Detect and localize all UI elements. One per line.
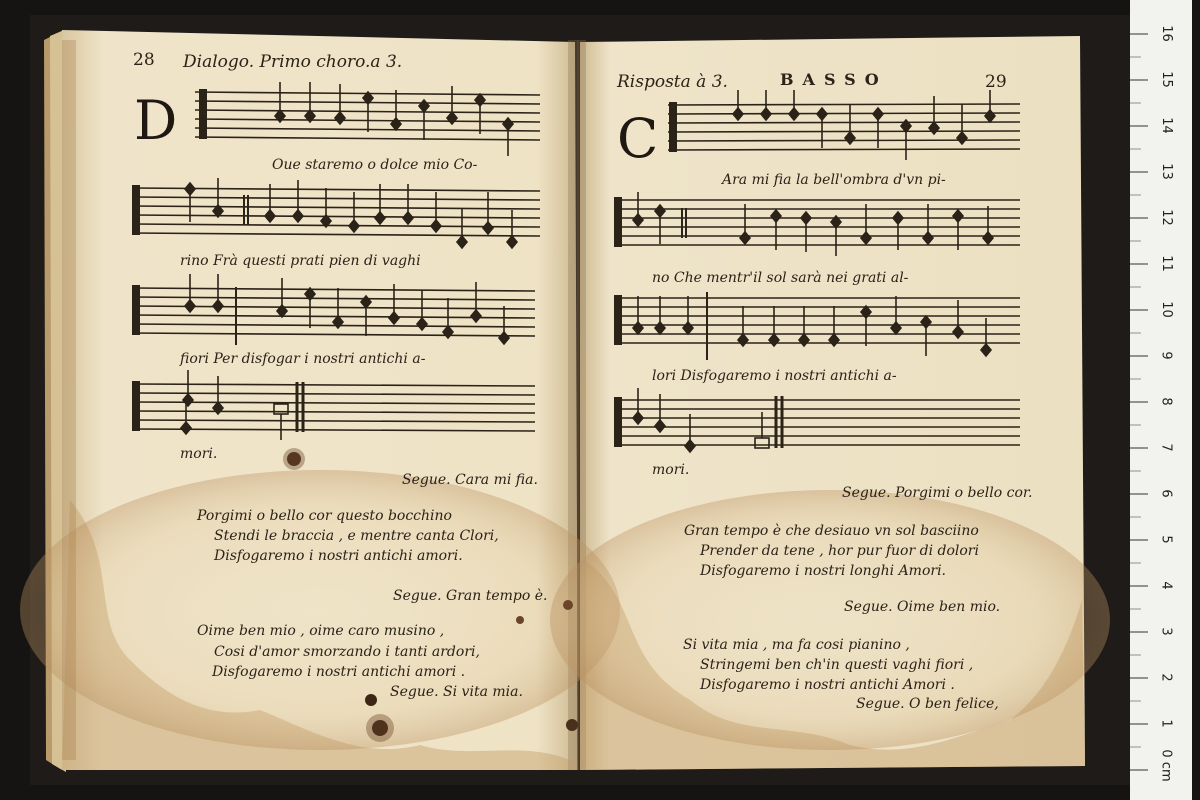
right-segue-1: Segue. Porgimi o bello cor. — [842, 485, 1033, 501]
right-segue-2: Segue. Oime ben mio. — [844, 599, 1001, 615]
left-lyric-2: rino Frà questi prati pien di vaghi — [180, 253, 421, 269]
left-dropcap: D — [134, 89, 178, 152]
left-stanza-2-line-1: Oime ben mio , oime caro musino , — [197, 623, 445, 639]
ruler-mark-9: 9 — [1158, 351, 1174, 360]
right-lyric-3: lori Disfogaremo i nostri antichi a- — [652, 368, 897, 384]
left-lyric-1: Oue staremo o dolce mio Co- — [272, 157, 478, 173]
ruler-mark-8: 8 — [1158, 397, 1174, 406]
ruler-mark-14: 14 — [1158, 117, 1174, 134]
left-stanza-1-line-2: Stendi le braccia , e mentre canta Clori, — [214, 528, 499, 544]
right-page-number: 29 — [985, 72, 1007, 92]
right-lyric-4: mori. — [652, 462, 690, 478]
ruler-mark-16: 16 — [1158, 25, 1174, 42]
ruler-mark-12: 12 — [1158, 209, 1174, 226]
right-dropcap: C — [617, 107, 659, 170]
left-stanza-1-line-1: Porgimi o bello cor questo bocchino — [197, 508, 452, 524]
left-lyric-3: fiori Per disfogar i nostri antichi a- — [180, 351, 426, 367]
ruler-mark-6: 6 — [1158, 489, 1174, 498]
ruler-mark-1: 1 — [1158, 719, 1174, 728]
ruler-mark-2: 2 — [1158, 673, 1174, 682]
right-lyric-2: no Che mentr'il sol sarà nei grati al- — [652, 270, 909, 286]
right-stanza-2-line-3: Disfogaremo i nostri antichi Amori . — [700, 677, 955, 693]
ruler-mark-15: 15 — [1158, 71, 1174, 88]
left-page-number: 28 — [133, 50, 155, 70]
left-stanza-2-line-2: Cosi d'amor smorzando i tanti ardori, — [214, 644, 480, 660]
right-page-title: BASSO — [780, 70, 888, 89]
left-segue-1: Segue. Cara mi fia. — [402, 472, 538, 488]
ruler-mark-5: 5 — [1158, 535, 1174, 544]
left-page-header: Dialogo. Primo choro.a 3. — [183, 52, 403, 72]
ruler-mark-11: 11 — [1158, 255, 1174, 272]
right-stanza-1-line-3: Disfogaremo i nostri longhi Amori. — [700, 563, 947, 579]
left-stanza-1-line-3: Disfogaremo i nostri antichi amori. — [214, 548, 463, 564]
ruler-unit-label: 0 cm — [1158, 749, 1174, 782]
right-page-header: Risposta à 3. — [617, 72, 728, 92]
left-lyric-4: mori. — [180, 446, 218, 462]
ruler-mark-13: 13 — [1158, 163, 1174, 180]
left-stanza-2-line-3: Disfogaremo i nostri antichi amori . — [212, 664, 466, 680]
right-lyric-1: Ara mi fia la bell'ombra d'vn pi- — [722, 172, 946, 188]
ruler-mark-4: 4 — [1158, 581, 1174, 590]
right-stanza-2-line-1: Si vita mia , ma fa cosi pianino , — [683, 637, 910, 653]
right-stanza-2-line-2: Stringemi ben ch'in questi vaghi fiori , — [700, 657, 974, 673]
left-segue-2: Segue. Gran tempo è. — [393, 588, 548, 604]
right-stanza-1-line-1: Gran tempo è che desiauo vn sol basciino — [684, 523, 979, 539]
right-stanza-1-line-2: Prender da tene , hor pur fuor di dolori — [700, 543, 979, 559]
ruler-mark-7: 7 — [1158, 443, 1174, 452]
right-segue-3: Segue. O ben felice, — [856, 696, 999, 712]
left-segue-3: Segue. Si vita mia. — [390, 684, 523, 700]
ruler-mark-10: 10 — [1158, 301, 1174, 318]
ruler-mark-3: 3 — [1158, 627, 1174, 636]
